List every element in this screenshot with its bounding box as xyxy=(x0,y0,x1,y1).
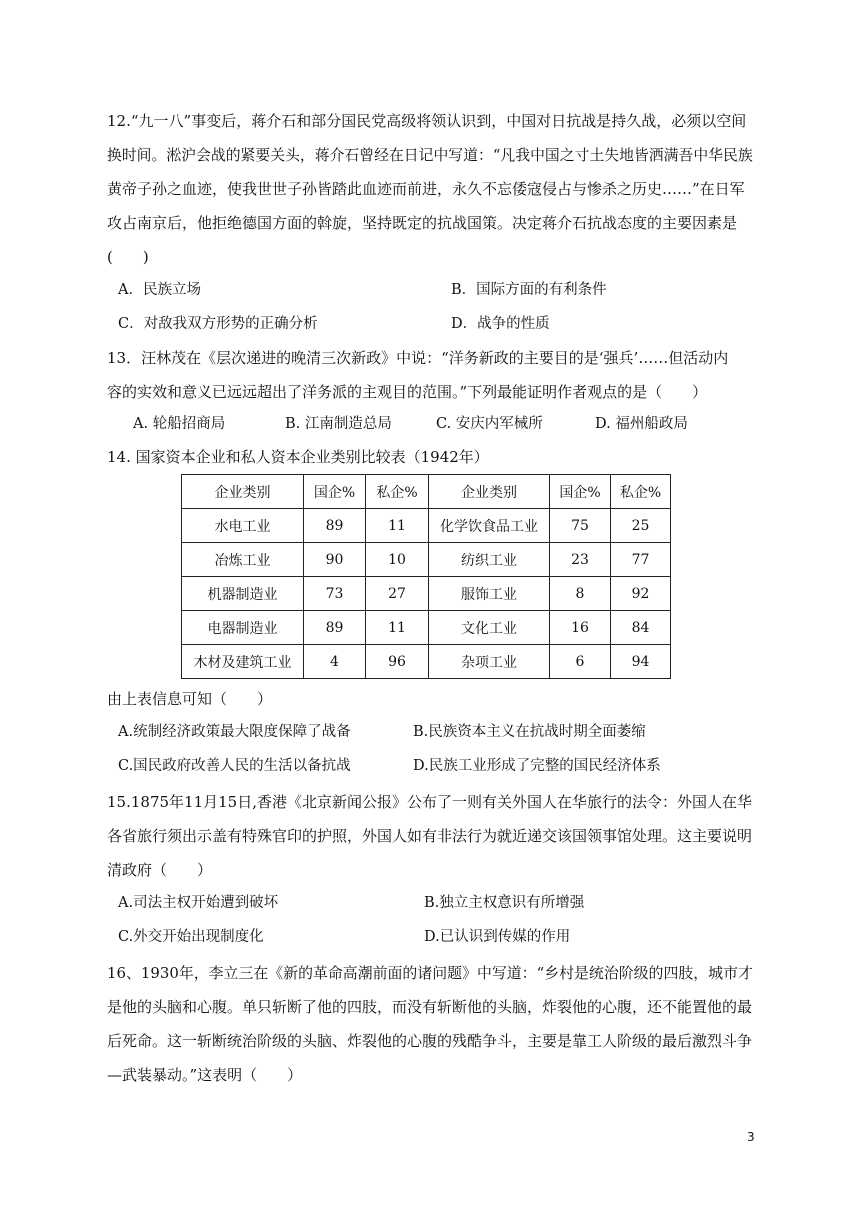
q15-option-b: B.独立主权意识有所增强 xyxy=(424,895,585,911)
q15-option-c: C.外交开始出现制度化 xyxy=(118,929,264,945)
table-cell: 75 xyxy=(550,509,611,543)
q13-line-1: 13．汪林茂在《层次递进的晚清三次新政》中说：“洋务新政的主要目的是‘强兵’……但活动内 xyxy=(107,349,729,367)
table-header-cell: 私企% xyxy=(611,475,671,509)
table-row xyxy=(182,543,671,577)
q13-option-a: A. 轮船招商局 xyxy=(133,416,226,432)
table-cell: 25 xyxy=(611,509,671,543)
q12-line-3: 黄帝子孙之血迹，使我世世子孙皆踏此血迹而前进，永久不忘倭寇侵占与惨杀之历史……”在日军 xyxy=(107,180,745,198)
q15-option-a: A.司法主权开始遭到破坏 xyxy=(118,895,279,911)
q14-option-b: B.民族资本主义在抗战时期全面萎缩 xyxy=(413,724,646,740)
q15-line-2: 各省旅行须出示盖有特殊官印的护照，外国人如有非法行为就近递交该国领事馆处理。这主要说明 xyxy=(107,827,753,845)
q12-line-2: 换时间。淞沪会战的紧要关头，蒋介石曾经在日记中写道：“凡我中国之寸土失地皆洒满吾中华民族 xyxy=(107,146,753,164)
q16-line-1: 16、1930年，李立三在《新的革命高潮前面的诸问题》中写道：“乡村是统治阶级的四肢，城市才 xyxy=(107,964,753,982)
table-header-cell: 国企% xyxy=(304,475,366,509)
q12-option-b: B．国际方面的有利条件 xyxy=(451,282,607,298)
table-cell: 化学饮食品工业 xyxy=(429,509,550,543)
q15-line-3: 清政府（ ） xyxy=(107,861,213,879)
table-cell: 8 xyxy=(550,577,611,611)
table-header-cell: 私企% xyxy=(366,475,429,509)
table-header-cell: 企业类别 xyxy=(182,475,304,509)
table-cell: 96 xyxy=(366,645,429,679)
page-number: 3 xyxy=(747,1130,755,1144)
table-cell: 11 xyxy=(366,611,429,645)
q12-line-4: 攻占南京后，他拒绝德国方面的斡旋，坚持既定的抗战国策。决定蒋介石抗战态度的主要因素是 xyxy=(107,214,738,232)
q12-line-1: 12.“九一八”事变后，蒋介石和部分国民党高级将领认识到，中国对日抗战是持久战，必须以空间 xyxy=(107,112,747,130)
q14-title: 14. 国家资本企业和私人资本企业类别比较表（1942年） xyxy=(107,448,489,466)
table-cell: 27 xyxy=(366,577,429,611)
table-cell: 11 xyxy=(366,509,429,543)
table-header-cell: 国企% xyxy=(550,475,611,509)
table-cell: 纺织工业 xyxy=(429,543,550,577)
table-cell: 73 xyxy=(304,577,366,611)
q14-option-a: A.统制经济政策最大限度保障了战备 xyxy=(118,724,351,740)
table-cell: 94 xyxy=(611,645,671,679)
table-cell: 杂项工业 xyxy=(429,645,550,679)
table-cell: 92 xyxy=(611,577,671,611)
table-row xyxy=(182,577,671,611)
q13-option-b: B. 江南制造总局 xyxy=(285,416,392,432)
q13-option-d: D. 福州船政局 xyxy=(595,416,688,432)
table-cell: 89 xyxy=(304,509,366,543)
table-cell: 服饰工业 xyxy=(429,577,550,611)
table-cell: 90 xyxy=(304,543,366,577)
table-cell: 水电工业 xyxy=(182,509,304,543)
q15-option-d: D.已认识到传媒的作用 xyxy=(424,929,571,945)
comparison-table xyxy=(181,474,671,679)
table-cell: 23 xyxy=(550,543,611,577)
q16-line-2: 是他的头脑和心腹。单只斩断了他的四肢，而没有斩断他的头脑，炸裂他的心腹，还不能置他的最 xyxy=(107,998,753,1016)
table-cell: 文化工业 xyxy=(429,611,550,645)
q14-stem: 由上表信息可知（ ） xyxy=(107,690,273,708)
table-row xyxy=(182,611,671,645)
q13-option-c: C. 安庆内军械所 xyxy=(436,416,543,432)
q12-option-d: D．战争的性质 xyxy=(451,316,550,332)
table-cell: 4 xyxy=(304,645,366,679)
table-row xyxy=(182,645,671,679)
table-cell: 84 xyxy=(611,611,671,645)
table-header-cell: 企业类别 xyxy=(429,475,550,509)
q15-line-1: 15.1875年11月15日,香港《北京新闻公报》公布了一则有关外国人在华旅行的法令：外国人在华 xyxy=(107,793,752,811)
table-cell: 16 xyxy=(550,611,611,645)
q12-option-a: A．民族立场 xyxy=(118,282,201,298)
q13-line-2: 容的实效和意义已远远超出了洋务派的主观目的范围。”下列最能证明作者观点的是（ ） xyxy=(107,383,708,401)
q12-line-5: ( ) xyxy=(107,248,149,266)
q16-line-4: —武装暴动。”这表明（ ） xyxy=(107,1066,303,1084)
table-header-row xyxy=(182,475,671,509)
q16-line-3: 后死命。这一斩断统治阶级的头脑、炸裂他的心腹的残酷争斗，主要是靠工人阶级的最后激烈斗争 xyxy=(107,1032,753,1050)
table-cell: 木材及建筑工业 xyxy=(182,645,304,679)
table-row xyxy=(182,509,671,543)
table-cell: 电器制造业 xyxy=(182,611,304,645)
table-cell: 机器制造业 xyxy=(182,577,304,611)
q14-option-d: D.民族工业形成了完整的国民经济体系 xyxy=(413,758,661,774)
q14-option-c: C.国民政府改善人民的生活以备抗战 xyxy=(118,758,351,774)
table-cell: 10 xyxy=(366,543,429,577)
q12-option-c: C．对敌我双方形势的正确分析 xyxy=(118,316,318,332)
table-cell: 89 xyxy=(304,611,366,645)
table-cell: 77 xyxy=(611,543,671,577)
table-cell: 冶炼工业 xyxy=(182,543,304,577)
table-cell: 6 xyxy=(550,645,611,679)
